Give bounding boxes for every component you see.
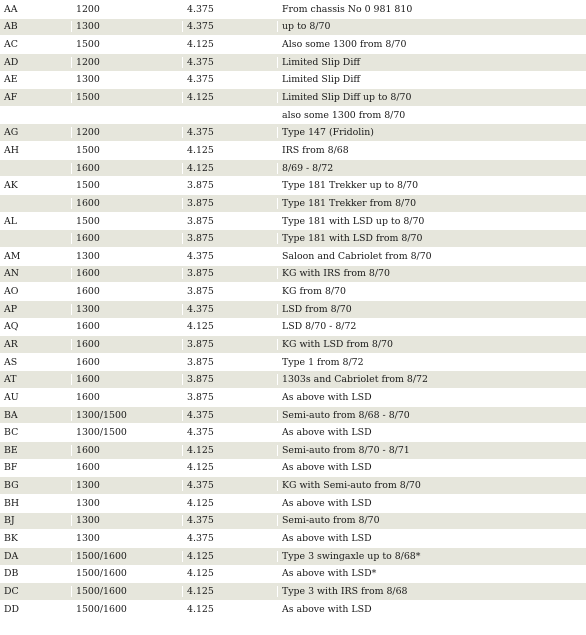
note-cell: As above with LSD*	[277, 568, 585, 579]
ratio-cell: 4.125	[182, 163, 277, 174]
note-cell: Limited Slip Diff	[277, 57, 585, 68]
table-row	[0, 177, 586, 195]
table-row	[0, 72, 586, 90]
table-row	[0, 1, 586, 19]
code-cell: AD	[4, 56, 19, 68]
table-row	[0, 548, 586, 566]
code-cell: AU	[4, 391, 19, 403]
code-cell: AB	[4, 21, 18, 33]
note-cell: Saloon and Cabriolet from 8/70	[277, 251, 585, 262]
ratio-cell: 3.875	[182, 233, 277, 244]
code-cell: AO	[4, 286, 19, 298]
table-row	[0, 336, 586, 354]
ratio-cell: 4.125	[182, 498, 277, 509]
ratio-cell: 4.125	[182, 462, 277, 473]
note-cell: Also some 1300 from 8/70	[277, 39, 585, 50]
engine-cc-cell: 1600	[71, 462, 182, 473]
engine-cc-cell: 1500/1600	[71, 551, 182, 562]
code-cell: AK	[4, 180, 18, 192]
engine-cc-cell: 1500/1600	[71, 604, 182, 615]
table-row	[0, 195, 586, 213]
ratio-cell: 3.875	[182, 216, 277, 227]
ratio-cell: 4.375	[182, 127, 277, 138]
table-row	[0, 142, 586, 160]
ratio-cell: 4.375	[182, 4, 277, 15]
engine-cc-cell: 1200	[71, 4, 182, 15]
code-cell: BE	[4, 444, 18, 456]
code-cell: AL	[4, 215, 17, 227]
note-cell: Type 181 with LSD up to 8/70	[277, 216, 585, 227]
code-cell: AA	[4, 3, 18, 15]
table-row	[0, 160, 586, 178]
engine-cc-cell: 1300	[71, 480, 182, 491]
note-cell: Type 1 from 8/72	[277, 357, 585, 368]
table-row	[0, 354, 586, 372]
engine-cc-cell: 1600	[71, 268, 182, 279]
ratio-cell: 4.375	[182, 57, 277, 68]
code-cell: AF	[4, 92, 18, 104]
code-cell: AE	[4, 74, 18, 86]
note-cell: As above with LSD	[277, 533, 585, 544]
code-cell: AS	[4, 356, 18, 368]
table-row	[0, 213, 586, 231]
note-cell: KG with Semi-auto from 8/70	[277, 480, 585, 491]
ratio-cell: 4.375	[182, 304, 277, 315]
note-cell: Type 3 with IRS from 8/68	[277, 586, 585, 597]
note-cell: Semi-auto from 8/70 - 8/71	[277, 445, 585, 456]
code-cell: AQ	[4, 321, 19, 333]
ratio-cell: 4.125	[182, 39, 277, 50]
engine-cc-cell: 1500/1600	[71, 568, 182, 579]
note-cell: Limited Slip Diff	[277, 74, 585, 85]
engine-cc-cell: 1600	[71, 233, 182, 244]
table-row	[0, 371, 586, 389]
note-cell: Limited Slip Diff up to 8/70	[277, 92, 585, 103]
table-row	[0, 19, 586, 37]
table-row	[0, 89, 586, 107]
engine-cc-cell: 1500	[71, 39, 182, 50]
table-row	[0, 495, 586, 513]
note-cell: up to 8/70	[277, 21, 585, 32]
ratio-cell: 4.375	[182, 533, 277, 544]
note-cell: As above with LSD	[277, 498, 585, 509]
ratio-cell: 3.875	[182, 357, 277, 368]
note-cell: 8/69 - 8/72	[277, 163, 585, 174]
ratio-cell: 4.375	[182, 427, 277, 438]
engine-cc-cell: 1300	[71, 533, 182, 544]
engine-cc-cell: 1600	[71, 198, 182, 209]
note-cell: Type 181 with LSD from 8/70	[277, 233, 585, 244]
ratio-cell: 4.125	[182, 92, 277, 103]
engine-cc-cell: 1200	[71, 57, 182, 68]
ratio-cell: 3.875	[182, 339, 277, 350]
ratio-cell: 4.375	[182, 21, 277, 32]
engine-cc-cell: 1300/1500	[71, 427, 182, 438]
note-cell: also some 1300 from 8/70	[277, 110, 585, 121]
engine-cc-cell: 1500	[71, 180, 182, 191]
ratio-cell: 4.375	[182, 251, 277, 262]
ratio-cell: 3.875	[182, 180, 277, 191]
code-cell: AG	[4, 127, 19, 139]
note-cell: As above with LSD	[277, 462, 585, 473]
engine-cc-cell: 1300	[71, 21, 182, 32]
note-cell: Type 181 Trekker up to 8/70	[277, 180, 585, 191]
table-row	[0, 36, 586, 54]
engine-cc-cell: 1600	[71, 374, 182, 385]
code-cell: BH	[4, 497, 20, 509]
table-row	[0, 442, 586, 460]
table-row	[0, 477, 586, 495]
ratio-cell: 4.375	[182, 515, 277, 526]
note-cell: Type 3 swingaxle up to 8/68*	[277, 551, 585, 562]
table-row	[0, 301, 586, 319]
table-row	[0, 283, 586, 301]
code-cell: BC	[4, 427, 19, 439]
engine-cc-cell: 1600	[71, 321, 182, 332]
note-cell: As above with LSD	[277, 604, 585, 615]
code-cell: AT	[4, 374, 17, 386]
table-row	[0, 513, 586, 531]
engine-cc-cell: 1300	[71, 498, 182, 509]
note-cell: KG with IRS from 8/70	[277, 268, 585, 279]
ratio-cell: 3.875	[182, 374, 277, 385]
note-cell: KG from 8/70	[277, 286, 585, 297]
ratio-cell: 3.875	[182, 392, 277, 403]
table-row	[0, 124, 586, 142]
code-cell: BF	[4, 462, 18, 474]
code-cell: DA	[4, 550, 19, 562]
ratio-cell: 4.125	[182, 321, 277, 332]
engine-cc-cell: 1300	[71, 251, 182, 262]
note-cell: LSD from 8/70	[277, 304, 585, 315]
code-cell: DB	[4, 568, 19, 580]
table-row	[0, 266, 586, 284]
table-row	[0, 54, 586, 72]
code-cell: AC	[4, 39, 18, 51]
engine-cc-cell: 1500/1600	[71, 586, 182, 597]
note-cell: As above with LSD	[277, 392, 585, 403]
engine-cc-cell: 1600	[71, 445, 182, 456]
ratio-cell: 4.125	[182, 145, 277, 156]
code-cell: BG	[4, 480, 19, 492]
table-row	[0, 230, 586, 248]
note-cell: KG with LSD from 8/70	[277, 339, 585, 350]
ratio-cell: 3.875	[182, 286, 277, 297]
ratio-cell: 4.375	[182, 410, 277, 421]
ratio-cell: 4.125	[182, 568, 277, 579]
code-cell: BJ	[4, 515, 15, 527]
engine-cc-cell: 1500	[71, 216, 182, 227]
ratio-cell: 3.875	[182, 268, 277, 279]
table-row	[0, 566, 586, 584]
engine-cc-cell: 1300	[71, 74, 182, 85]
table-row	[0, 407, 586, 425]
code-cell: AM	[4, 250, 21, 262]
table-row	[0, 583, 586, 601]
code-cell: BK	[4, 533, 18, 545]
ratio-cell: 4.375	[182, 74, 277, 85]
note-cell: LSD 8/70 - 8/72	[277, 321, 585, 332]
engine-cc-cell: 1300	[71, 304, 182, 315]
ratio-cell: 4.375	[182, 480, 277, 491]
code-cell: BA	[4, 409, 18, 421]
engine-cc-cell: 1500	[71, 145, 182, 156]
engine-cc-cell: 1500	[71, 92, 182, 103]
ratio-cell: 3.875	[182, 198, 277, 209]
code-cell: AP	[4, 303, 18, 315]
table-row	[0, 601, 586, 619]
code-cell: AR	[4, 338, 18, 350]
note-cell: Type 147 (Fridolin)	[277, 127, 585, 138]
engine-cc-cell: 1300/1500	[71, 410, 182, 421]
code-cell: AN	[4, 268, 19, 280]
ratio-cell: 4.125	[182, 586, 277, 597]
table-row	[0, 460, 586, 478]
note-cell: Semi-auto from 8/68 - 8/70	[277, 410, 585, 421]
engine-cc-cell: 1600	[71, 392, 182, 403]
note-cell: As above with LSD	[277, 427, 585, 438]
note-cell: 1303s and Cabriolet from 8/72	[277, 374, 585, 385]
note-cell: Type 181 Trekker from 8/70	[277, 198, 585, 209]
table-row	[0, 319, 586, 337]
code-cell: AH	[4, 144, 19, 156]
note-cell: Semi-auto from 8/70	[277, 515, 585, 526]
engine-cc-cell: 1600	[71, 357, 182, 368]
code-cell: DD	[4, 603, 20, 615]
ratio-cell: 4.125	[182, 551, 277, 562]
table-row	[0, 248, 586, 266]
table-row	[0, 424, 586, 442]
engine-cc-cell: 1300	[71, 515, 182, 526]
table-row	[0, 530, 586, 548]
engine-cc-cell: 1600	[71, 286, 182, 297]
note-cell: IRS from 8/68	[277, 145, 585, 156]
engine-cc-cell: 1600	[71, 163, 182, 174]
table-row	[0, 107, 586, 125]
note-cell: From chassis No 0 981 810	[277, 4, 585, 15]
code-cell: DC	[4, 585, 19, 597]
table-row	[0, 389, 586, 407]
ratio-cell: 4.125	[182, 604, 277, 615]
ratio-cell: 4.125	[182, 445, 277, 456]
engine-cc-cell: 1200	[71, 127, 182, 138]
engine-cc-cell: 1600	[71, 339, 182, 350]
